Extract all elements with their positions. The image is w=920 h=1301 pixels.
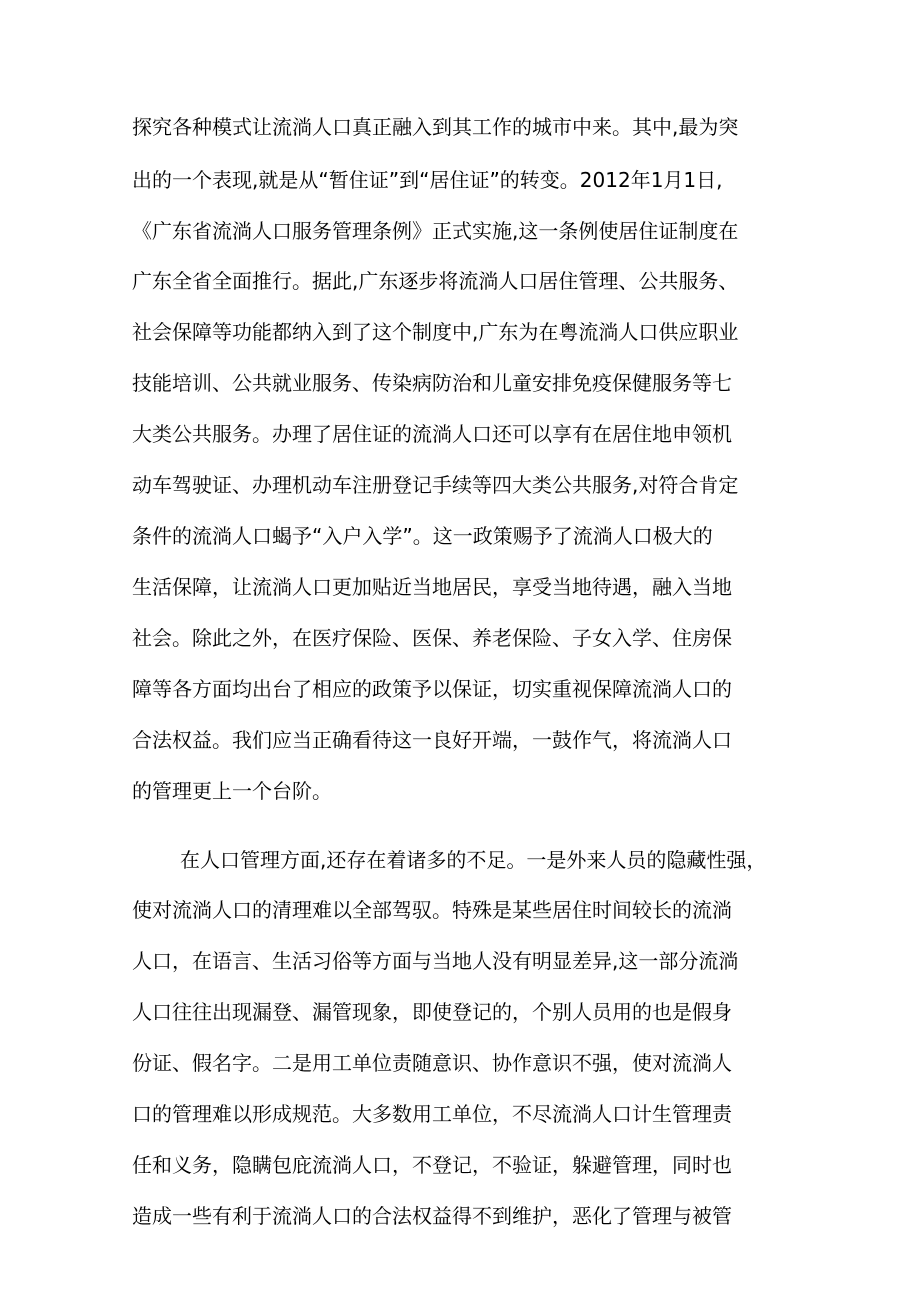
paragraph-2-line: 造成一些有利于流淌人口的合法权益得不到维护，恶化了管理与被管 (132, 1204, 732, 1228)
paragraph-1-line: 障等各方面均出台了相应的政策予以保证，切实重视保障流淌人口的 (132, 677, 732, 701)
paragraph-1-line: 社会保障等功能都纳入到了这个制度中,广东为在粤流淌人口供应职业 (132, 320, 739, 344)
paragraph-2-line: 人口，在语言、生活习俗等方面与当地人没有明显差异,这一部分流淌 (132, 949, 739, 973)
paragraph-2-line: 使对流淌人口的清理难以全部驾驭。特殊是某些居住时间较长的流淌 (132, 898, 732, 922)
paragraph-1-line: 合法权益。我们应当正确看待这一良好开端，一鼓作气，将流淌人口 (132, 728, 732, 752)
paragraph-2-line: 任和义务，隐瞒包庇流淌人口，不登记，不验证，躲避管理，同时也 (132, 1153, 732, 1177)
paragraph-1-line: 大类公共服务。办理了居住证的流淌人口还可以享有在居住地申领机 (132, 422, 732, 446)
paragraph-2-line: 口的管理难以形成规范。大多数用工单位，不尽流淌人口计生管理责 (132, 1102, 732, 1126)
paragraph-2-line: 在人口管理方面,还存在着诸多的不足。一是外来人员的隐藏性强， (180, 848, 767, 872)
paragraph-1-line: 社会。除此之外，在医疗保险、医保、养老保险、子女入学、住房保 (132, 626, 732, 650)
paragraph-1-line: 出的一个表现,就是从“暂住证”到“居住证”的转变。2012年1月1日, (132, 168, 723, 192)
paragraph-1-line: 生活保障，让流淌人口更加贴近当地居民，享受当地待遇，融入当地 (132, 575, 732, 599)
paragraph-1-line: 广东全省全面推行。据此,广东逐步将流淌人口居住管理、公共服务、 (132, 269, 739, 293)
paragraph-1-line: 条件的流淌人口蝎予“入户入学”。这一政策赐予了流淌人口极大的 (132, 524, 713, 548)
paragraph-1-line: 探究各种模式让流淌人口真正融入到其工作的城市中来。其中,最为突 (132, 115, 739, 139)
paragraph-1-line: 动车驾驶证、办理机动车注册登记手续等四大类公共服务,对符合肯定 (132, 473, 739, 497)
paragraph-1-line: 《广东省流淌人口服务管理条例》正式实施,这一条例使居住证制度在 (132, 219, 739, 243)
paragraph-1-line: 技能培训、公共就业服务、传染病防治和儿童安排免疫保健服务等七 (132, 371, 732, 395)
paragraph-2-line: 人口往往出现漏登、漏管现象，即使登记的，个别人员用的也是假身 (132, 1000, 732, 1024)
paragraph-1-line: 的管理更上一个台阶。 (132, 779, 332, 803)
paragraph-2-line: 份证、假名字。二是用工单位责随意识、协作意识不强，使对流淌人 (132, 1051, 732, 1075)
